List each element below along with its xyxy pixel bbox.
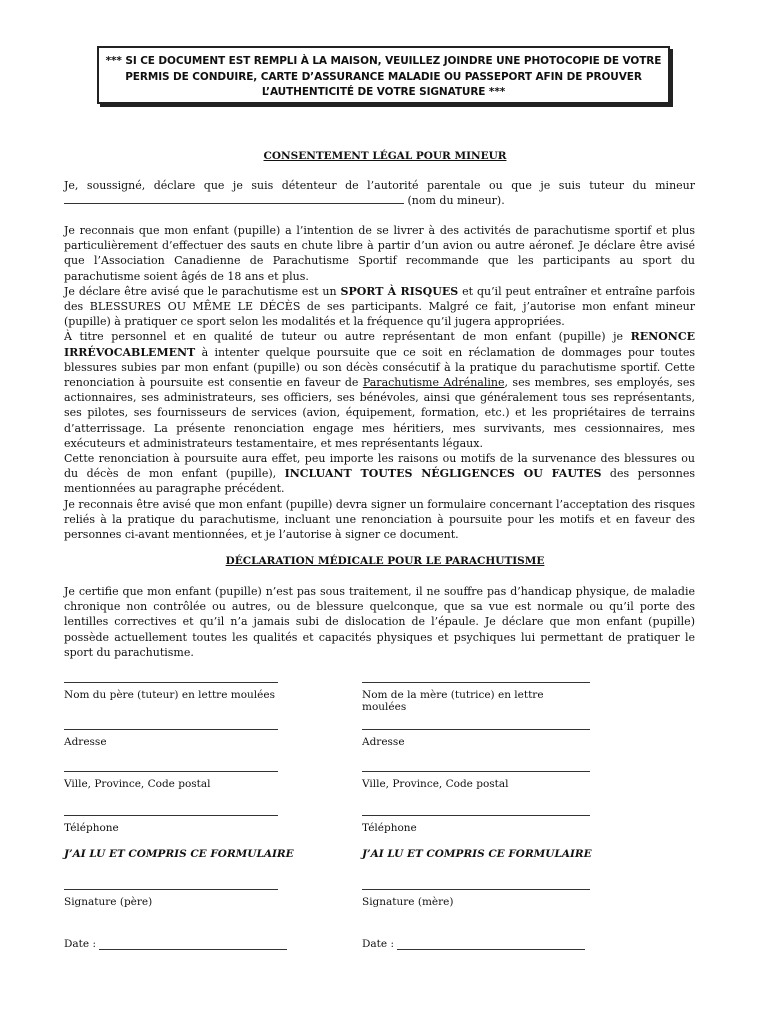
minor-name-field[interactable] [64, 193, 404, 204]
father-city-line [64, 771, 278, 772]
mother-signature-field[interactable] [362, 889, 590, 908]
father-phone-label: Téléphone [64, 822, 119, 834]
mother-date-field[interactable] [362, 938, 585, 950]
paragraph-risks [64, 284, 695, 330]
waiver-text-b: à intenter quelque poursuite que ce soit en réclamation de dommages pour toutes blessures subies par mon enfant (pupille) ou son décès consécutif à la pratique du parachutisme sportif. Cette renonciation à poursuite est consentie en faveur de [64, 345, 695, 390]
mother-city-line [362, 771, 590, 772]
mother-name-field[interactable] [362, 682, 590, 713]
father-date-label: Date : [64, 938, 96, 950]
mother-phone-line [362, 815, 590, 816]
mother-address-label: Adresse [362, 736, 405, 748]
effect-text-b: des personnes mentionnées au paragraphe précédent. [64, 467, 696, 496]
father-city-label: Ville, Province, Code postal [64, 778, 211, 790]
father-date-line [99, 939, 287, 950]
consent-intro [64, 178, 695, 208]
mother-city-field[interactable] [362, 771, 590, 790]
father-phone-field[interactable] [64, 815, 278, 834]
medical-body [64, 584, 695, 660]
waiver-text-a: À titre personnel et en qualité de tuteur ou autre représentant de mon enfant (pupille) je [64, 330, 631, 344]
notice-line-1: *** SI CE DOCUMENT EST REMPLI À LA MAISON, VEUILLEZ JOINDRE UNE PHOTOCOPIE DE VOTRE [105, 55, 662, 67]
consent-title: CONSENTEMENT LÉGAL POUR MINEUR [263, 150, 507, 162]
father-name-field[interactable] [64, 682, 278, 701]
intro-text: Je, soussigné, déclare que je suis détenteur de l’autorité parentale ou que je suis tuteur du mineur [64, 179, 695, 192]
father-signature-label: Signature (père) [64, 896, 153, 908]
paragraph-acknowledge: Je reconnais être avisé que mon enfant (pupille) devra signer un formulaire concernant l’acceptation des risques reliés à la pratique du parachutisme, incluant une renonciation à poursuite pour les motifs et en faveur des personnes ci-avant mentionnées, et je l’autorise à signer ce document. [64, 497, 695, 542]
father-name-line [64, 682, 278, 683]
father-read-understood: J’AI LU ET COMPRIS CE FORMULAIRE [64, 848, 294, 860]
photocopy-notice-box [97, 46, 670, 104]
consent-body [64, 223, 695, 542]
father-phone-line [64, 815, 278, 816]
mother-address-line [362, 729, 590, 730]
notice-line-3: L’AUTHENTICITÉ DE VOTRE SIGNATURE *** [261, 86, 506, 98]
father-address-line [64, 729, 278, 730]
mother-name-label: Nom de la mère (tutrice) en lettre moulées [362, 689, 544, 713]
mother-signature-line [362, 889, 590, 890]
mother-phone-field[interactable] [362, 815, 590, 834]
paragraph-intention: Je reconnais que mon enfant (pupille) a l’intention de se livrer à des activités de parachutisme sportif et plus particulièrement d’effectuer des sauts en chute libre à partir d’un avion ou autre aéronef. Je déclare être avisé que l’Association Canadienne de Parachutisme Sportif recommande que les participants au sport du parachutisme soient âgés de 18 ans et plus. [64, 224, 695, 283]
paragraph-waiver [64, 329, 695, 451]
mother-signature-label: Signature (mère) [362, 896, 454, 908]
father-address-label: Adresse [64, 736, 107, 748]
medical-title: DÉCLARATION MÉDICALE POUR LE PARACHUTISME [225, 555, 545, 567]
mother-city-label: Ville, Province, Code postal [362, 778, 509, 790]
waiver-text-c: , ses membres, ses employés, ses actionnaires, ses administrateurs, ses officiers, ses bénévoles, ainsi que généralement tous ses représentants, ses pilotes, ses fournisseurs de services (avion, équipement, formation, etc.) et les propriétaires de terrains d’atterrissage. La présente renonciation engage mes héritiers, mes survivants, mes cessionnaires, mes exécuteurs et administrateurs testamentaire, et mes représentants légaux. [64, 376, 695, 450]
effect-bold: INCLUANT TOUTES NÉGLIGENCES OU FAUTES [284, 467, 602, 481]
father-city-field[interactable] [64, 771, 278, 790]
effect-text-a: Cette renonciation à poursuite aura effet, peu importe les raisons ou motifs de la survenance des blessures ou du décès de mon enfant (pupille), [64, 452, 695, 481]
intro-paragraph [64, 178, 695, 208]
medical-paragraph: Je certifie que mon enfant (pupille) n’est pas sous traitement, il ne souffre pas d’handicap physique, de maladie chronique non contrôlée ou autres, ou de blessure quelconque, que sa vue est normale ou qu’il porte des lentilles correctives et qu’il n’a jamais subi de dislocation de l’épaule. Je déclare que mon enfant (pupille) possède actuellement toutes les qualités et capacités physiques et psychiques lui permettant de pratiquer le sport du parachutisme. [64, 585, 695, 659]
paragraph-effect [64, 451, 695, 497]
notice-line-2: PERMIS DE CONDUIRE, CARTE D’ASSURANCE MALADIE OU PASSEPORT AFIN DE PROUVER [125, 70, 642, 83]
risks-text-b: et qu’il peut entraîner et entraîne parfois des BLESSURES OU MÊME LE DÉCÈS de ses participants. Malgré ce fait, j’autorise mon enfant mineur (pupille) à pratiquer ce sport selon les modalités et la fréquence qu’il jugera appropriées. [64, 284, 695, 329]
father-address-field[interactable] [64, 729, 278, 748]
mother-name-line [362, 682, 590, 683]
risks-bold: SPORT À RISQUES [340, 284, 459, 298]
waiver-company: Parachutisme Adrénaline [362, 376, 505, 390]
father-signature-field[interactable] [64, 889, 278, 908]
intro-suffix: (nom du mineur). [407, 194, 505, 208]
mother-read-understood: J’AI LU ET COMPRIS CE FORMULAIRE [362, 848, 592, 860]
father-date-field[interactable] [64, 938, 287, 950]
mother-phone-label: Téléphone [362, 822, 417, 834]
father-signature-line [64, 889, 278, 890]
mother-address-field[interactable] [362, 729, 590, 748]
father-name-label: Nom du père (tuteur) en lettre moulées [64, 689, 275, 701]
mother-date-line [397, 939, 585, 950]
mother-date-label: Date : [362, 938, 394, 950]
risks-text-a: Je déclare être avisé que le parachutisme est un [64, 284, 341, 298]
waiver-bold: RENONCE IRRÉVOCABLEMENT [64, 330, 695, 359]
